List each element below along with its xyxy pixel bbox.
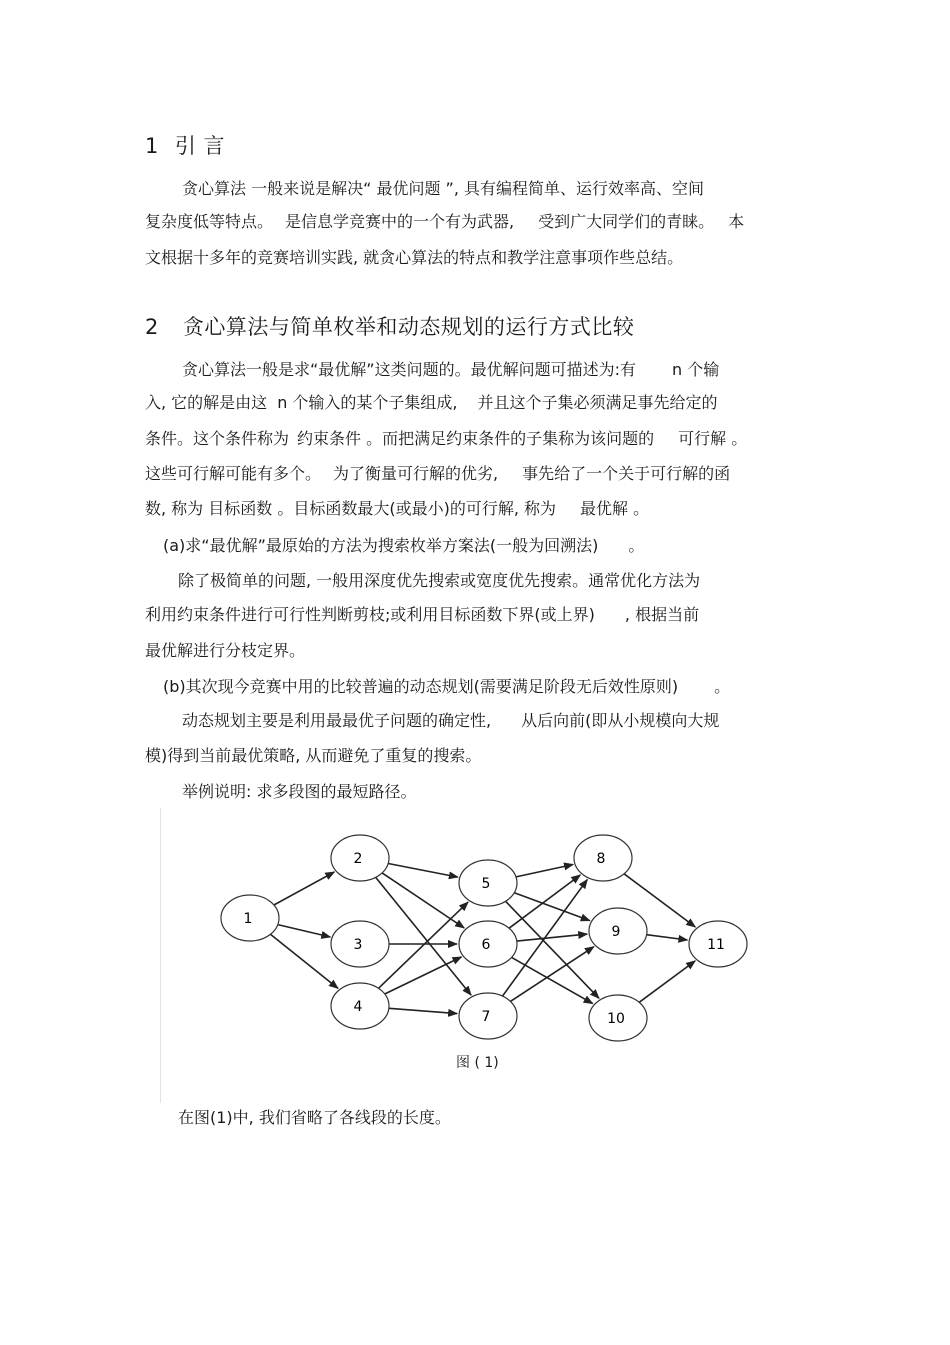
body-line-7: 除了极简单的问题, 一般用深度优先搜索或宽度优先搜索。通常优化方法为 [178, 571, 701, 590]
node-label: 3 [353, 937, 363, 953]
node-label: 1 [243, 911, 253, 927]
node-3 [331, 921, 389, 967]
section-number: 1 [145, 134, 159, 158]
node-label: 4 [353, 999, 363, 1015]
node-8 [574, 835, 632, 881]
body-line-6: (a)求“最优解”最原始的方法为搜索枚举方案法(一般为回溯法) 。 [163, 536, 645, 555]
node-label: 9 [611, 924, 621, 940]
edge-6-8 [509, 875, 580, 928]
node-label: 11 [707, 937, 725, 953]
edge-5-8 [516, 865, 573, 877]
section-number: 2 [145, 315, 159, 339]
edge-10-11 [639, 961, 695, 1002]
node-6 [459, 921, 517, 967]
body-line-2: 入, 它的解是由这 n 个输入的某个子集组成, 并且这个子集必须满足事先给定的 [145, 393, 718, 412]
node-11 [689, 921, 747, 967]
body-line-12: 模)得到当前最优策略, 从而避免了重复的搜索。 [145, 746, 482, 765]
node-1 [221, 895, 279, 941]
node-label: 5 [481, 876, 491, 892]
edge-6-9 [517, 934, 587, 941]
body-line-10: (b)其次现今竞赛中用的比较普遍的动态规划(需要满足阶段无后效性原则) 。 [163, 677, 731, 696]
body-line-11: 动态规划主要是利用最最优子问题的确定性, 从后向前(即从小规模向大规 [182, 711, 720, 730]
node-label: 2 [353, 851, 363, 867]
node-4 [331, 983, 389, 1029]
edge-1-2 [274, 872, 334, 905]
body-line-8: 利用约束条件进行可行性判断剪枝;或利用目标函数下界(或上界) , 根据当前 [145, 605, 700, 624]
node-label: 10 [607, 1011, 625, 1027]
body-line-9: 最优解进行分枝定界。 [145, 641, 306, 660]
body-line-4: 这些可行解可能有多个。 为了衡量可行解的优劣, 事先给了一个关于可行解的函 [145, 464, 731, 483]
edge-9-11 [647, 935, 688, 940]
edge-1-3 [278, 925, 331, 937]
body-line-13: 举例说明: 求多段图的最短路径。 [182, 782, 417, 801]
node-9 [589, 908, 647, 954]
node-10 [589, 995, 647, 1041]
section-title: 引 言 [174, 134, 226, 158]
node-7 [459, 993, 517, 1039]
body-line-3: 条件。这个条件称为 约束条件 。而把满足约束条件的子集称为该问题的 可行解 。 [145, 429, 748, 448]
node-5 [459, 860, 517, 906]
section-2-heading [145, 311, 634, 341]
edge-5-10 [506, 901, 599, 998]
section-title: 贪心算法与简单枚举和动态规划的运行方式比较 [182, 315, 635, 339]
edge-1-4 [270, 934, 338, 988]
body-line-1: 贪心算法一般是求“最优解”这类问题的。最优解问题可描述为:有 n 个输 [182, 360, 720, 379]
node-label: 8 [596, 851, 606, 867]
edge-6-10 [512, 957, 593, 1003]
node-2 [331, 835, 389, 881]
node-label: 7 [481, 1009, 491, 1025]
multistage-graph [160, 808, 780, 1048]
edge-4-7 [389, 1008, 457, 1013]
edge-2-5 [388, 864, 458, 878]
section-1-heading [145, 130, 225, 160]
edge-7-9 [510, 947, 594, 1002]
node-label: 6 [481, 937, 491, 953]
body-line-5: 数, 称为 目标函数 。目标函数最大(或最小)的可行解, 称为 最优解 。 [145, 499, 650, 518]
figure-caption: 图 ( 1) [456, 1055, 499, 1071]
closing-line: 在图(1)中, 我们省略了各线段的长度。 [178, 1108, 451, 1127]
intro-line-2: 复杂度低等特点。 是信息学竞赛中的一个有为武器, 受到广大同学们的青睐。 本 [145, 212, 745, 231]
intro-line-3: 文根据十多年的竞赛培训实践, 就贪心算法的特点和教学注意事项作些总结。 [145, 248, 684, 267]
intro-line-1: 贪心算法 一般来说是解决“ 最优问题 ”, 具有编程简单、运行效率高、空间 [182, 179, 705, 198]
edge-4-6 [385, 957, 462, 994]
